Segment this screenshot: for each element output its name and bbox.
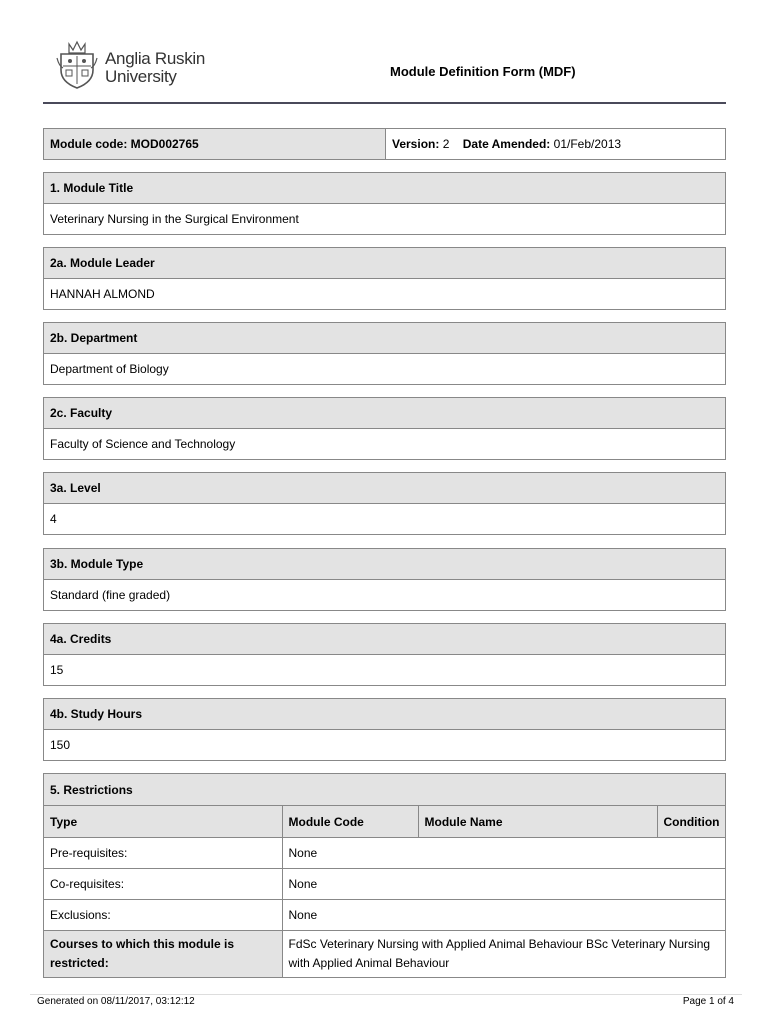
module-code-box [43,128,726,160]
table-header-row [44,806,725,838]
restriction-type: Exclusions: [44,900,282,931]
section-module-title [43,172,726,235]
section-credits [43,623,726,686]
section-department [43,322,726,385]
section-heading: 2c. Faculty [44,398,725,429]
section-restrictions [43,773,726,978]
version-label: Version: [392,137,440,151]
page-number: Page 1 of 4 [682,996,734,1007]
version-date-cell [386,129,725,159]
header-divider [43,102,726,104]
restriction-type: Pre-requisites: [44,838,282,869]
restriction-value: None [282,869,725,900]
section-faculty [43,397,726,460]
generated-timestamp: Generated on 08/11/2017, 03:12:12 [37,996,195,1007]
courses-restricted-value: FdSc Veterinary Nursing with Applied Animal Behaviour BSc Veterinary Nursing with Applied Animal Behaviour [282,931,725,978]
section-module-type [43,548,726,611]
section-level [43,472,726,535]
courses-restricted-label: Courses to which this module is restricted: [44,931,282,978]
section-value: HANNAH ALMOND [50,287,155,301]
section-heading: 4b. Study Hours [44,699,725,730]
table-row [44,838,725,869]
footer-divider [30,994,742,995]
crest-icon [55,40,99,90]
section-heading: 2a. Module Leader [44,248,725,279]
logo-text-line1: Anglia Ruskin [105,49,206,68]
restriction-value: None [282,838,725,869]
section-value: Faculty of Science and Technology [50,437,236,451]
logo-text-line2: University [105,67,177,86]
table-row [44,900,725,931]
section-value: Veterinary Nursing in the Surgical Environment [50,212,299,226]
section-heading: 4a. Credits [44,624,725,655]
section-study-hours [43,698,726,761]
section-module-leader [43,247,726,310]
column-header: Type [44,806,282,838]
section-heading: 3b. Module Type [44,549,725,580]
date-amended-value: 01/Feb/2013 [553,137,622,151]
section-value: Standard (fine graded) [50,588,171,602]
section-heading: 3a. Level [44,473,725,504]
section-heading: 2b. Department [44,323,725,354]
restrictions-table [44,806,725,977]
version-value: 2 [442,137,450,151]
section-heading: 5. Restrictions [44,774,725,806]
section-value: Department of Biology [50,362,169,376]
section-value: 15 [50,663,64,677]
table-row [44,869,725,900]
restriction-value: None [282,900,725,931]
table-row [44,931,725,978]
section-value: 4 [50,512,57,526]
module-code-label: Module code: MOD002765 [44,129,386,159]
column-header: Module Name [418,806,657,838]
university-logo [55,40,225,90]
date-amended-label: Date Amended: [462,137,551,151]
section-heading: 1. Module Title [44,173,725,204]
document-title: Module Definition Form (MDF) [390,64,576,79]
restriction-type: Co-requisites: [44,869,282,900]
section-value: 150 [50,738,71,752]
column-header: Module Code [282,806,418,838]
column-header: Condition [657,806,725,838]
